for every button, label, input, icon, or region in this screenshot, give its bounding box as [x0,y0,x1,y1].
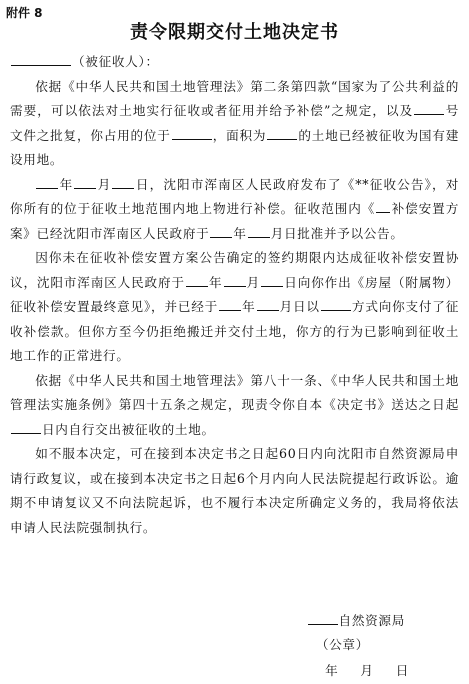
official-seal-label: （公章） [315,637,369,652]
paragraph-5: 如不服本决定，可在接到本决定书之日起60日内向沈阳市自然资源局申请行政复议，或在接到本决定书之日起6个月内向人民法院提起行政诉讼。逾期不申请复议又不向法院起诉，也不履行本决定所确定义务的，我局将依法申请人民法院强制执行。 [10,446,459,535]
document-body [10,50,459,540]
location-blank [172,125,212,140]
paragraph-2: 年 月 日，沈阳市浑南区人民政府发布了《**征收公告》，对你所有的位于征收土地范围内地上物进行补偿。征收范围内《 补偿安置方案》已经沈阳市浑南区人民政府于 年 月日批准并予以公告。 [10,173,459,247]
doc-number-blank [414,100,444,115]
paragraph-3: 因你未在征收补偿安置方案公告确定的签约期限内达成征收补偿安置协议，沈阳市浑南区人民政府于 年 月 日向你作出《房屋（附属物）征收补偿安置最终意见》，并已经于 年 月日以 方式向你支付了征收补偿款。但你方至今仍拒绝搬迁并交付土地，你方的行为已影响到征收土地工作的正常进行。 [10,250,460,363]
paragraph-1: 依据《中华人民共和国土地管理法》第二条第四款“国家为了公共利益的需要，可以依法对土地实行征收或者征用并给予补偿”之规定，以及 号文件之批复，你占用的位于 ，面积为 的土地已经被征收为国有建设用地。 [10,78,459,167]
recipient-blank [11,51,71,66]
recipient-line: （被征收人）： [10,50,459,75]
deadline-days-blank [11,419,41,434]
issuer-signature: 自然资源局 [307,610,405,629]
document-title: 责令限期交付土地决定书 [130,22,339,43]
area-blank [267,125,297,140]
issue-date: 年 月 日 [325,663,409,678]
attachment-label: 附件 8 [6,6,43,20]
paragraph-4: 依据《中华人民共和国土地管理法》第八十一条、《中华人民共和国土地管理法实施条例》第四十五条之规定，现责令你自本《决定书》送达之日起日内自行交出被征收的土地。 [10,372,459,437]
